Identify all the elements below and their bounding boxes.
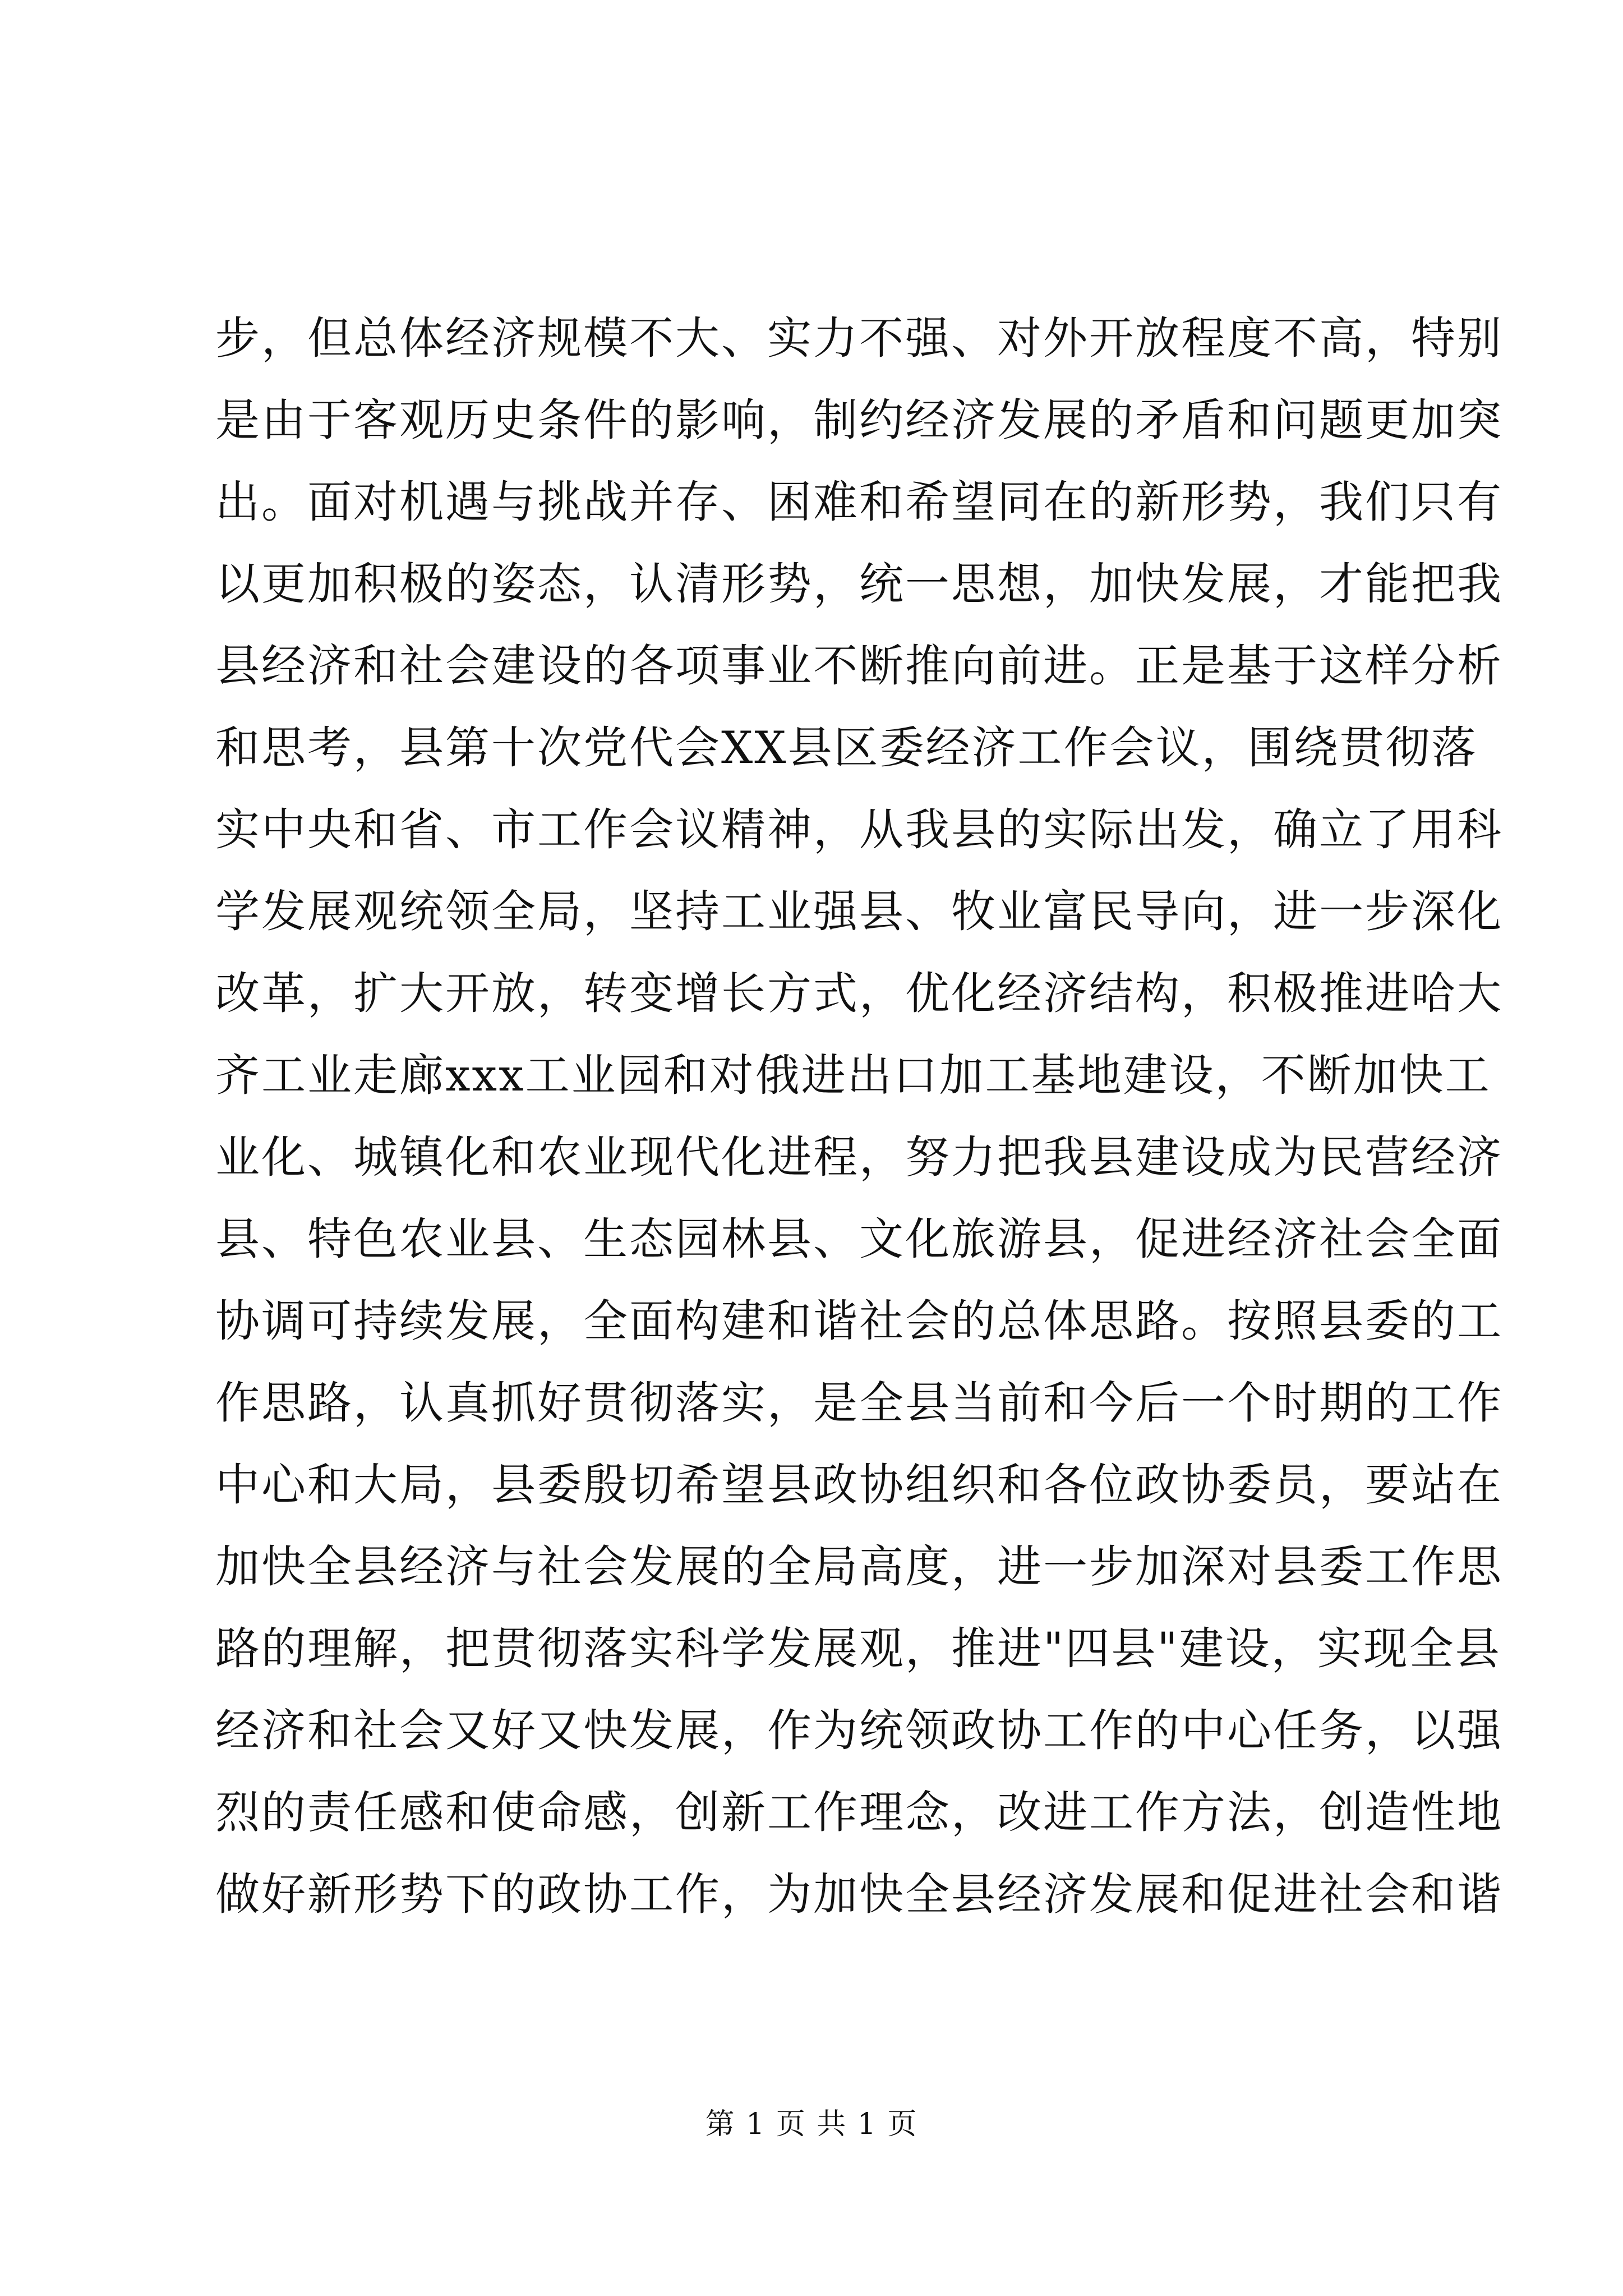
text-line: 作思路，认真抓好贯彻落实，是全县当前和今后一个时期的工作 [215, 1377, 1503, 1429]
text-line: 县、特色农业县、生态园林县、文化旅游县，促进经济社会全面 [215, 1213, 1503, 1265]
page-number-footer: 第 1 页 共 1 页 [705, 2108, 918, 2141]
text-line: 是由于客观历史条件的影响，制约经济发展的矛盾和问题更加突 [215, 394, 1503, 446]
text-line: 齐工业走廊xxx工业园和对俄进出口加工基地建设，不断加快工 [215, 1050, 1491, 1101]
text-line: 学发展观统领全局，坚持工业强县、牧业富民导向，进一步深化 [215, 886, 1503, 937]
text-line: 以更加积极的姿态，认清形势，统一思想，加快发展，才能把我 [215, 558, 1503, 610]
body-text [215, 297, 1503, 1935]
text-line: 加快全县经济与社会发展的全局高度，进一步加深对县委工作思 [215, 1541, 1503, 1593]
text-line: 和思考，县第十次党代会XX县区委经济工作会议，围绕贯彻落 [215, 722, 1478, 774]
text-line: 步，但总体经济规模不大、实力不强、对外开放程度不高，特别 [215, 312, 1503, 364]
text-line: 出。面对机遇与挑战并存、困难和希望同在的新形势，我们只有 [215, 476, 1503, 528]
text-line: 经济和社会又好又快发展，作为统领政协工作的中心任务，以强 [215, 1705, 1503, 1756]
text-line: 路的理解，把贯彻落实科学发展观，推进"四县"建设，实现全县 [215, 1623, 1501, 1674]
text-line: 实中央和省、市工作会议精神，从我县的实际出发，确立了用科 [215, 804, 1503, 855]
text-line: 县经济和社会建设的各项事业不断推向前进。正是基于这样分析 [215, 640, 1503, 692]
text-line: 协调可持续发展，全面构建和谐社会的总体思路。按照县委的工 [215, 1295, 1503, 1347]
text-line: 烈的责任感和使命感，创新工作理念，改进工作方法，创造性地 [215, 1787, 1503, 1838]
text-line: 改革，扩大开放，转变增长方式，优化经济结构，积极推进哈大 [215, 968, 1503, 1019]
text-line: 中心和大局，县委殷切希望县政协组织和各位政协委员，要站在 [215, 1459, 1503, 1511]
text-line: 业化、城镇化和农业现代化进程，努力把我县建设成为民营经济 [215, 1131, 1503, 1183]
text-line: 做好新形势下的政协工作，为加快全县经济发展和促进社会和谐 [215, 1869, 1503, 1920]
